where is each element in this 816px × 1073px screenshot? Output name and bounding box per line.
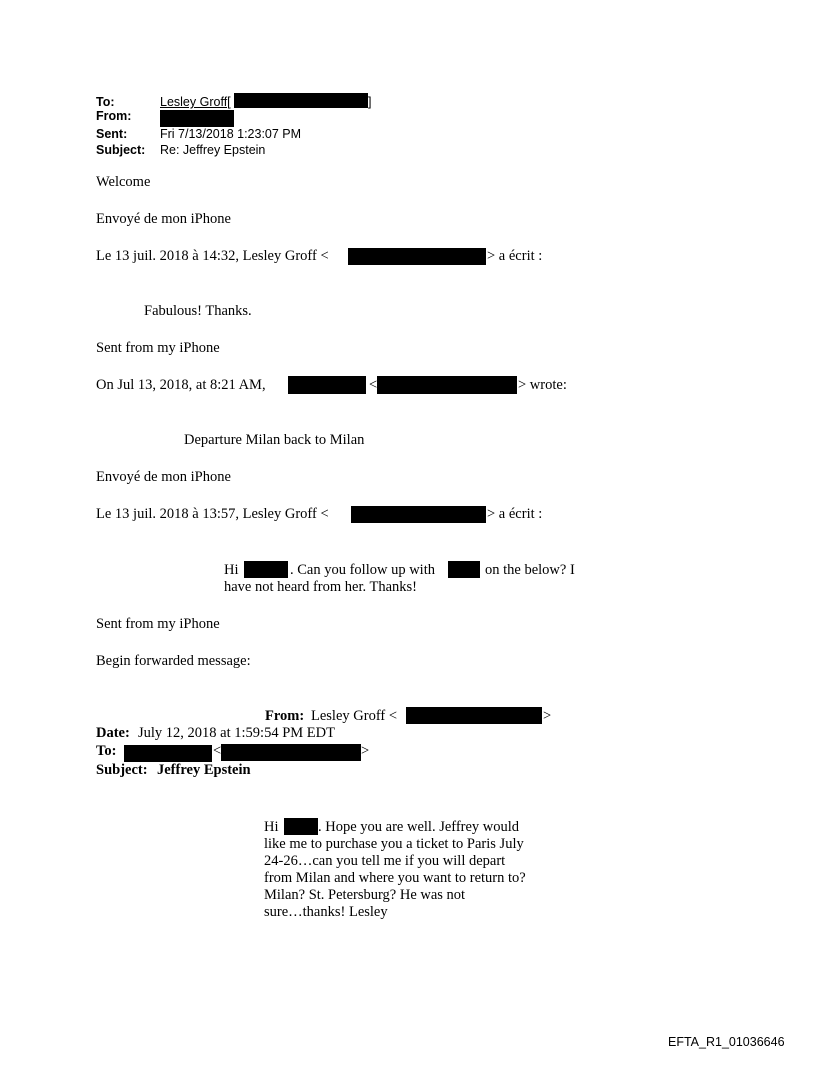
to-label: To: [96, 95, 115, 109]
fwd-from-value: Lesley Groff < [311, 708, 398, 724]
followup-text-line2: have not heard from her. Thanks! [224, 579, 418, 595]
begin-forwarded: Begin forwarded message: [96, 653, 251, 669]
signature-envoye: Envoyé de mon iPhone [96, 469, 231, 485]
fwd-to-lt: < [213, 743, 222, 759]
body-line-3: 24-26…can you tell me if you will depart [264, 853, 506, 869]
redaction-box [351, 506, 486, 523]
sent-label: Sent: [96, 127, 128, 141]
reply-header-fr: Le 13 juil. 2018 à 14:32, Lesley Groff < [96, 248, 329, 264]
redaction-box [244, 561, 288, 578]
reply-header-fr-end: > a écrit : [487, 248, 543, 264]
sent-value: Fri 7/13/2018 1:23:07 PM [160, 127, 302, 141]
body-line-4: from Milan and where you want to return to? [264, 870, 526, 886]
subject-value: Re: Jeffrey Epstein [160, 143, 266, 157]
reply-header-en-end: > wrote: [518, 377, 567, 393]
body-line-1: . Hope you are well. Jeffrey would [318, 819, 520, 835]
redaction-box [234, 93, 368, 108]
reply-header-fr-end: > a écrit : [487, 506, 543, 522]
fabulous-text: Fabulous! Thanks. [144, 303, 252, 319]
from-label: From: [96, 109, 132, 123]
reply-header-en-lt: < [369, 377, 378, 393]
fwd-to-gt: > [361, 743, 370, 759]
reply-header-fr: Le 13 juil. 2018 à 13:57, Lesley Groff < [96, 506, 329, 522]
fwd-subject-value: Jeffrey Epstein [157, 762, 251, 778]
to-value: Lesley Groff[ [160, 95, 231, 109]
body-line-2: like me to purchase you a ticket to Paris July [264, 836, 524, 852]
fwd-from-label: From: [265, 708, 305, 724]
redaction-box [377, 376, 517, 394]
redaction-box [348, 248, 486, 265]
followup-text-end: on the below? I [485, 562, 575, 578]
fwd-date-value: July 12, 2018 at 1:59:54 PM EDT [138, 725, 335, 741]
redaction-box [288, 376, 366, 394]
redaction-box [284, 818, 318, 835]
redaction-box [160, 110, 234, 127]
signature-iphone: Sent from my iPhone [96, 616, 220, 632]
fwd-subject-label: Subject: [96, 762, 148, 778]
redaction-box [221, 744, 361, 761]
hi-text: Hi [224, 562, 239, 578]
fwd-date-label: Date: [96, 725, 130, 741]
fwd-from-close: > [543, 708, 552, 724]
redaction-box [406, 707, 542, 724]
welcome-text: Welcome [96, 174, 151, 190]
followup-text: . Can you follow up with [290, 562, 435, 578]
document-id: EFTA_R1_01036646 [668, 1035, 785, 1049]
body-hi: Hi [264, 819, 279, 835]
reply-header-en: On Jul 13, 2018, at 8:21 AM, [96, 377, 266, 393]
subject-label: Subject: [96, 143, 146, 157]
signature-envoye: Envoyé de mon iPhone [96, 211, 231, 227]
fwd-to-label: To: [96, 743, 117, 759]
redaction-box [448, 561, 480, 578]
redaction-box [124, 745, 212, 762]
body-line-6: sure…thanks! Lesley [264, 904, 388, 920]
departure-text: Departure Milan back to Milan [184, 432, 365, 448]
signature-iphone: Sent from my iPhone [96, 340, 220, 356]
body-line-5: Milan? St. Petersburg? He was not [264, 887, 466, 903]
to-close: ] [368, 95, 372, 109]
